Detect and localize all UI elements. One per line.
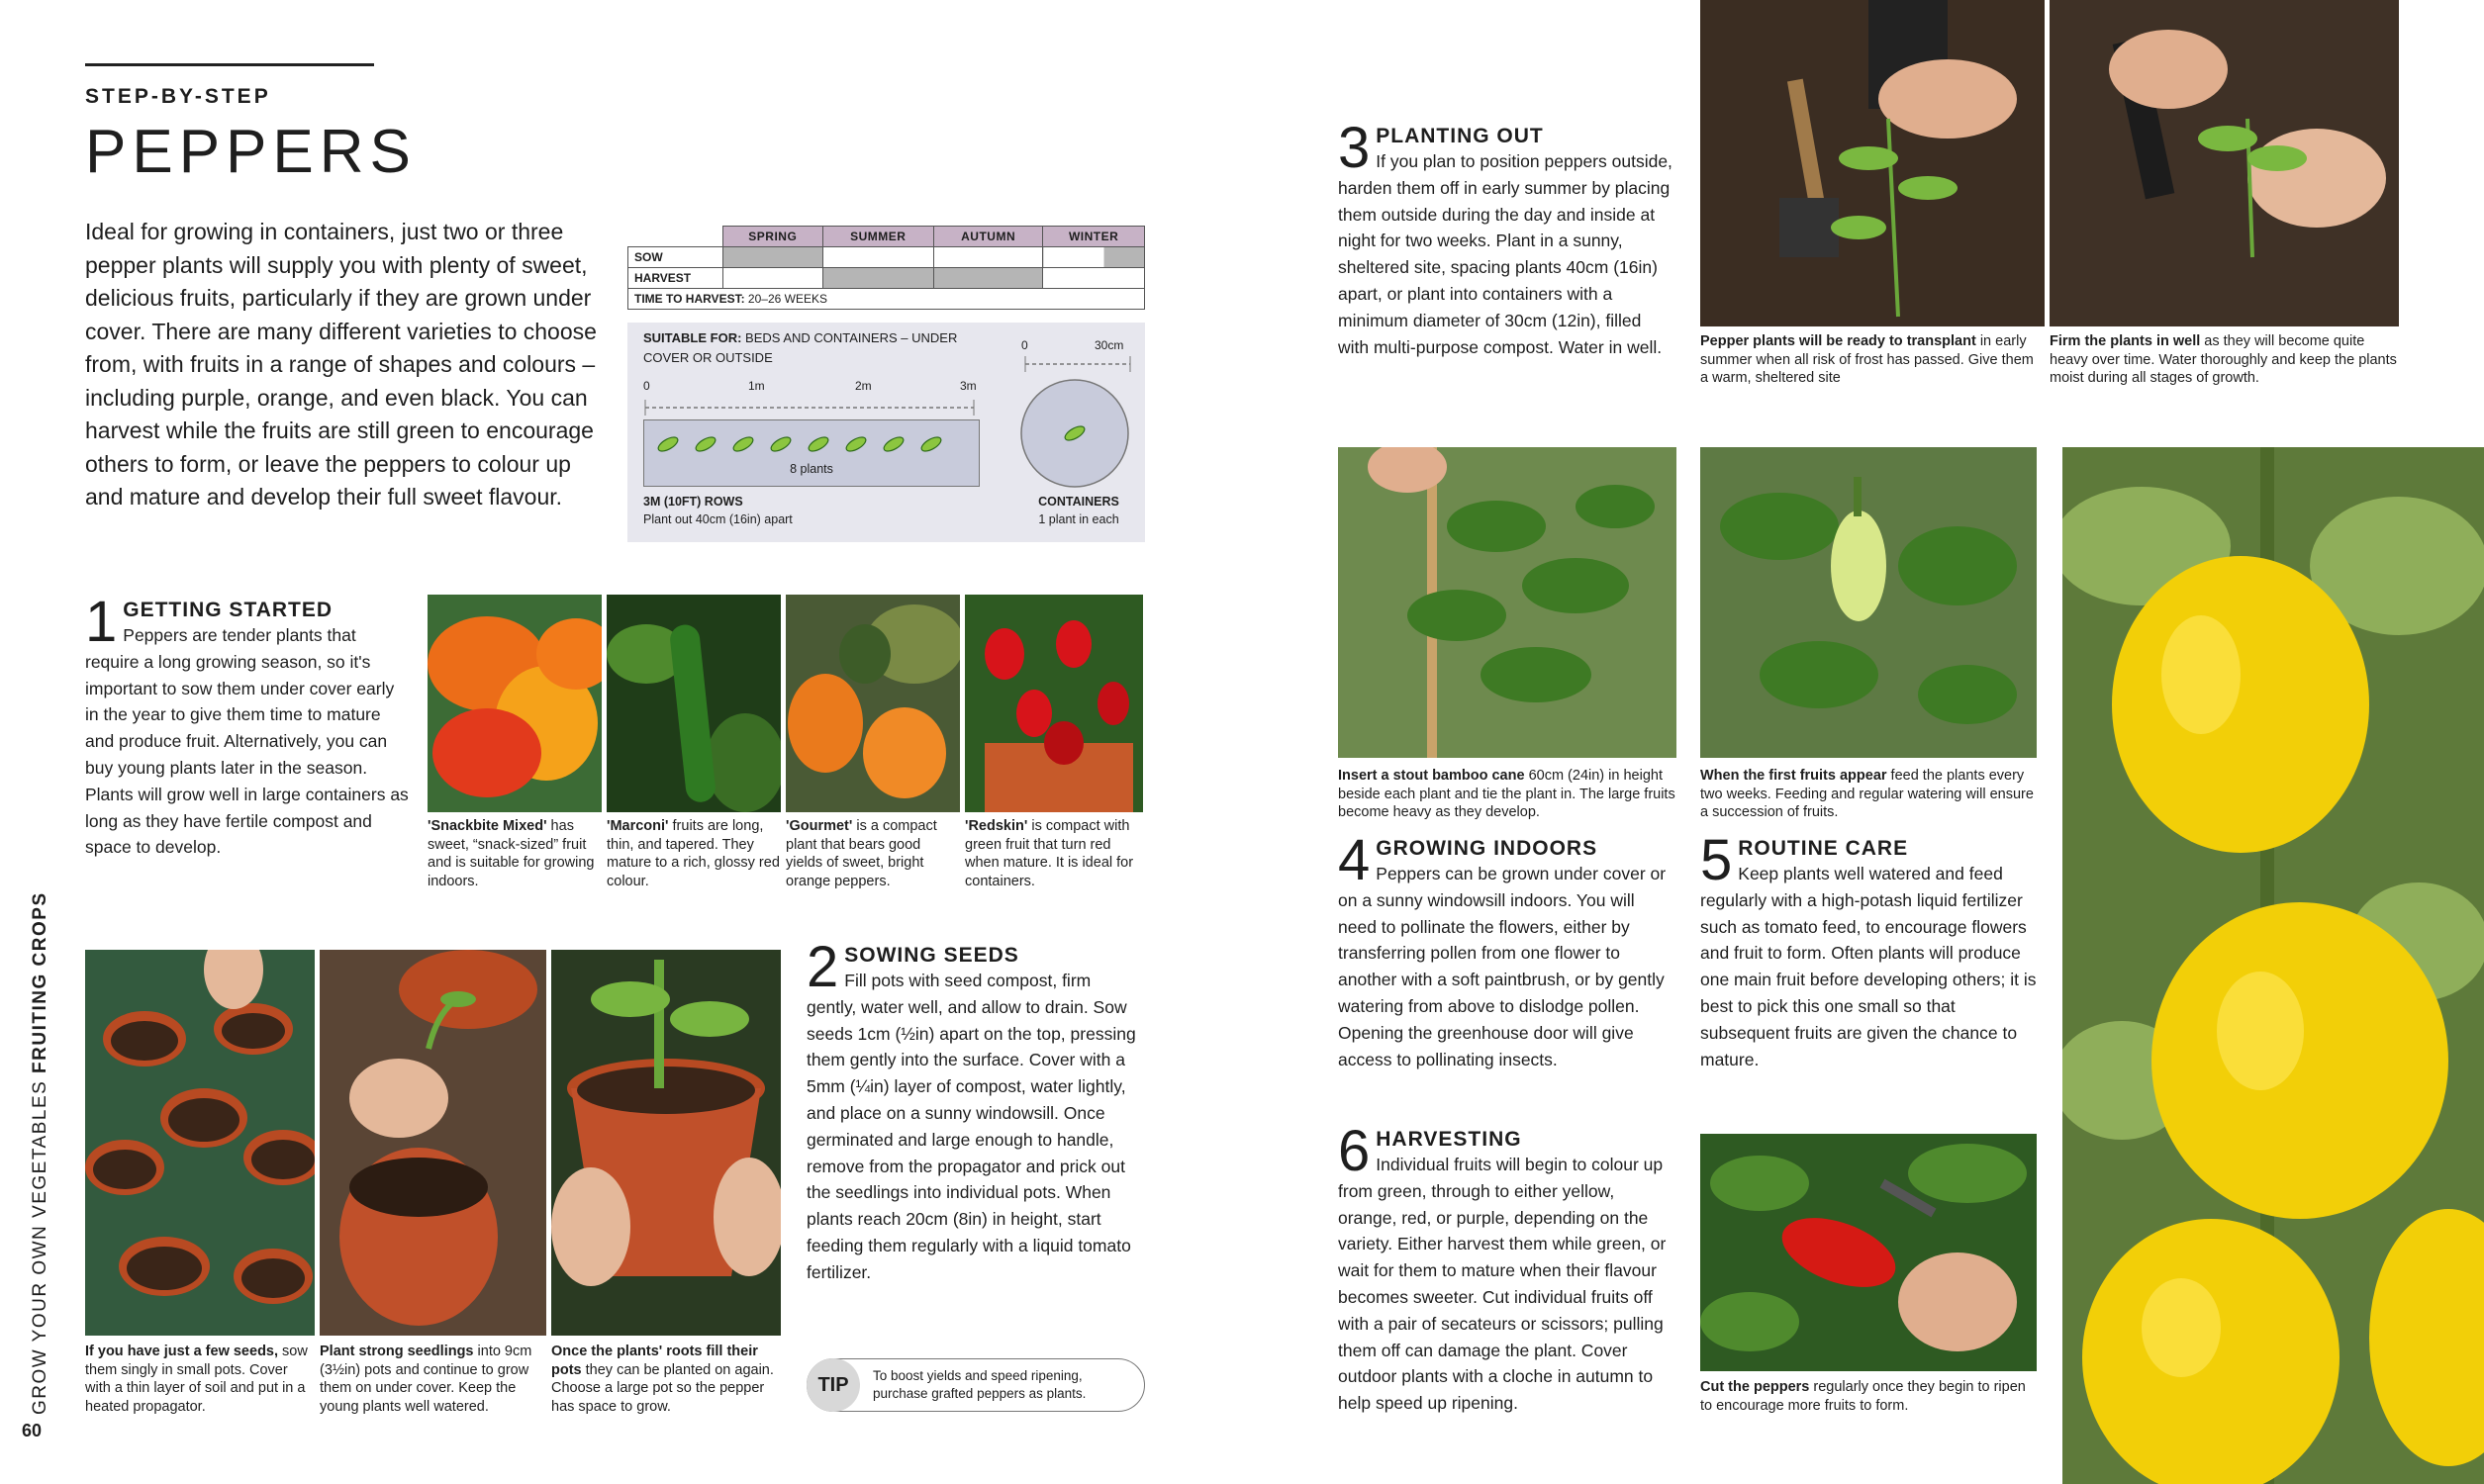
intro-text: Ideal for growing in containers, just two or three pepper plants will supply you with plenty of sweet, delicious fruits, particularly if they are grown under cover. There are many different varieties to choose from, with fruits in a range of shapes and colours – including purple, orange, and even black. You can harvest while the fruits are still green to encourage others to form, or leave the peppers to colour up and mature and develop their full sweet flavour.	[85, 219, 597, 510]
step-6	[1338, 1119, 1676, 1417]
caption-firm-in: Firm the plants in well as they will become quite heavy over time. Water thoroughly and keep the plants moist during all stages of growth.	[2050, 333, 2397, 386]
step-2-title: SOWING SEEDS	[844, 944, 1019, 967]
time-value: 20–26 WEEKS	[747, 292, 827, 306]
caption-gourmet: 'Gourmet' is a compact plant that bears good yields of sweet, bright orange peppers.	[786, 818, 937, 889]
harvest-summer	[822, 268, 933, 289]
season-summer: SUMMER	[822, 227, 933, 247]
step-1-text: Peppers are tender plants that require a long growing season, so it's important to sow them under cover early in the year to give them time to mature and produce fruit. Alternatively, you can buy young plants later in the season. Plants will grow well in large containers as long as they have fertile compost and space to develop.	[85, 625, 409, 858]
season-spring: SPRING	[723, 227, 823, 247]
photo-snackbite	[428, 595, 602, 812]
caption-plant-on: Once the plants' roots fill their pots they can be planted on again. Choose a large pot so the pepper has space to grow.	[551, 1344, 774, 1415]
season-autumn: AUTUMN	[934, 227, 1043, 247]
step-2	[807, 935, 1145, 1286]
photo-redskin	[965, 595, 1143, 812]
row-label: 3M (10FT) ROWS Plant out 40cm (16in) apart	[643, 495, 793, 526]
caption-sow: If you have just a few seeds, sow them singly in small pots. Cover with a thin layer of soil and put in a heated propagator.	[85, 1344, 308, 1415]
step-5-number: 5	[1700, 828, 1733, 892]
step-1-number: 1	[85, 590, 118, 654]
step-2-number: 2	[807, 935, 839, 999]
planting-calendar	[627, 226, 1145, 542]
photo-bamboo-cane	[1338, 447, 1676, 758]
step-4-number: 4	[1338, 828, 1371, 892]
step-5-title: ROUTINE CARE	[1738, 837, 1909, 860]
row-plant-count: 8 plants	[790, 462, 833, 476]
step-1-title: GETTING STARTED	[123, 599, 334, 621]
caption-cut-peppers: Cut the peppers regularly once they begin to ripen to encourage more fruits to form.	[1700, 1379, 2026, 1414]
sow-autumn	[934, 247, 1043, 268]
section-side-label: GROW YOUR OWN VEGETABLES FRUITING CROPS	[30, 891, 50, 1415]
step-5-text: Keep plants well watered and feed regularly with a high-potash liquid fertilizer such as tomato feed, to encourage flowers and fruit to form. Often plants will produce one main fruit before developing others; it is best to pick this one small so that subsequent fruits are given the chance to mature.	[1700, 864, 2037, 1069]
row-bed	[643, 419, 980, 487]
step-3-text: If you plan to position peppers outside, harden them off in early summer by placing them outside during the day and inside at night for two weeks. Plant in a sunny, sheltered site, spacing plants 40cm (16in) apart, or plant into containers with a minimum diameter of 30cm (12in), filled with multi-purpose compost. Water in well.	[1338, 151, 1672, 357]
step-6-number: 6	[1338, 1119, 1371, 1183]
season-winter: WINTER	[1043, 227, 1145, 247]
step-3-title: PLANTING OUT	[1376, 125, 1544, 147]
step-2-text: Fill pots with seed compost, firm gently, water well, and allow to drain. Sow seeds 1cm (½in) apart on the top, pressing them gently into the surface. Cover with a 5mm (¼in) layer of compost, water lightly, and place on a sunny windowsill. Once germinated and large enough to handle, remove from the propagator and prick out the seedlings into individual pots. When plants reach 20cm (8in) in height, start feeding them regularly with a liquid tomato fertilizer.	[807, 971, 1136, 1282]
sow-summer	[822, 247, 933, 268]
photo-marconi	[607, 595, 781, 812]
step-4	[1338, 828, 1676, 1072]
photo-gourmet	[786, 595, 960, 812]
photo-plant-on	[551, 950, 781, 1336]
caption-transplant: Pepper plants will be ready to transplant in early summer when all risk of frost has passed. Give them a warm, sheltered site	[1700, 333, 2034, 386]
harvest-autumn	[934, 268, 1043, 289]
step-6-title: HARVESTING	[1376, 1128, 1522, 1151]
kicker: STEP-BY-STEP	[85, 85, 271, 108]
container-label: CONTAINERS 1 plant in each	[1038, 495, 1119, 526]
caption-seedlings: Plant strong seedlings into 9cm (3½in) pots and continue to grow them on under cover. Keep the young plants well watered.	[320, 1344, 532, 1415]
container-scale-ruler	[1013, 354, 1136, 374]
step-4-text: Peppers can be grown under cover or on a sunny windowsill indoors. You will need to pollinate the flowers, either by transferring pollen from one flower to another with a soft paintbrush, or by gently watering from above to dislodge pollen. Opening the greenhouse door will give access to pollinating insects.	[1338, 864, 1667, 1069]
caption-snackbite: 'Snackbite Mixed' has sweet, “snack-sized” fruit and is suitable for growing indoors.	[428, 818, 595, 889]
season-table	[627, 226, 1145, 310]
step-3-number: 3	[1338, 116, 1371, 180]
harvest-spring	[723, 268, 823, 289]
photo-sow-seeds	[85, 950, 315, 1336]
caption-first-fruits: When the first fruits appear feed the plants every two weeks. Feeding and regular watering will ensure a succession of fruits.	[1700, 768, 2034, 820]
harvest-winter	[1043, 268, 1145, 289]
row-sow: SOW	[628, 247, 723, 268]
caption-redskin: 'Redskin' is compact with green fruit that turn red when mature. It is ideal for containers.	[965, 818, 1134, 889]
step-4-title: GROWING INDOORS	[1376, 837, 1598, 860]
row-harvest: HARVEST	[628, 268, 723, 289]
row-scale-ruler	[637, 396, 980, 417]
page-title: PEPPERS	[85, 118, 417, 186]
sow-winter	[1043, 247, 1145, 268]
photo-yellow-peppers	[2062, 447, 2484, 1484]
container-scale: 0 30cm	[1021, 338, 1124, 352]
step-6-text: Individual fruits will begin to colour up from green, through to either yellow, orange, red, or purple, depending on the variety. Either harvest them while green, or wait for them to mature when their flavour becomes sweeter. Cut individual fruits off with a pair of secateurs or scissors; pulling them off can damage the plant. Cover outdoor plants with a cloche in autumn to help speed up ripening.	[1338, 1155, 1667, 1414]
photo-cut-peppers	[1700, 1134, 2037, 1371]
row-scale: 0 1m 2m 3m	[643, 379, 977, 393]
photo-firm-in	[2050, 0, 2399, 326]
plant-row-icons	[654, 430, 971, 456]
container-circle	[1015, 374, 1134, 493]
tip-box	[807, 1358, 1145, 1412]
caption-marconi: 'Marconi' fruits are long, thin, and tapered. They mature to a rich, glossy red colour.	[607, 818, 780, 889]
suitable-for: SUITABLE FOR: BEDS AND CONTAINERS – UNDER COVER OR OUTSIDE	[643, 330, 958, 365]
caption-bamboo-cane: Insert a stout bamboo cane 60cm (24in) in height beside each plant and tie the plant in. The large fruits become heavy as they develop.	[1338, 768, 1675, 820]
photo-seedlings	[320, 950, 546, 1336]
title-rule	[85, 63, 374, 66]
time-label: TIME TO HARVEST:	[634, 292, 745, 306]
photo-transplant	[1700, 0, 2045, 326]
step-5	[1700, 828, 2037, 1072]
sow-spring	[723, 247, 823, 268]
tip-badge: TIP	[807, 1358, 860, 1412]
step-1	[85, 590, 412, 861]
page-number: 60	[22, 1421, 43, 1440]
step-3	[1338, 116, 1676, 360]
photo-first-fruits	[1700, 447, 2037, 758]
tip-text: To boost yields and speed ripening, purchase grafted peppers as plants.	[873, 1368, 1087, 1401]
